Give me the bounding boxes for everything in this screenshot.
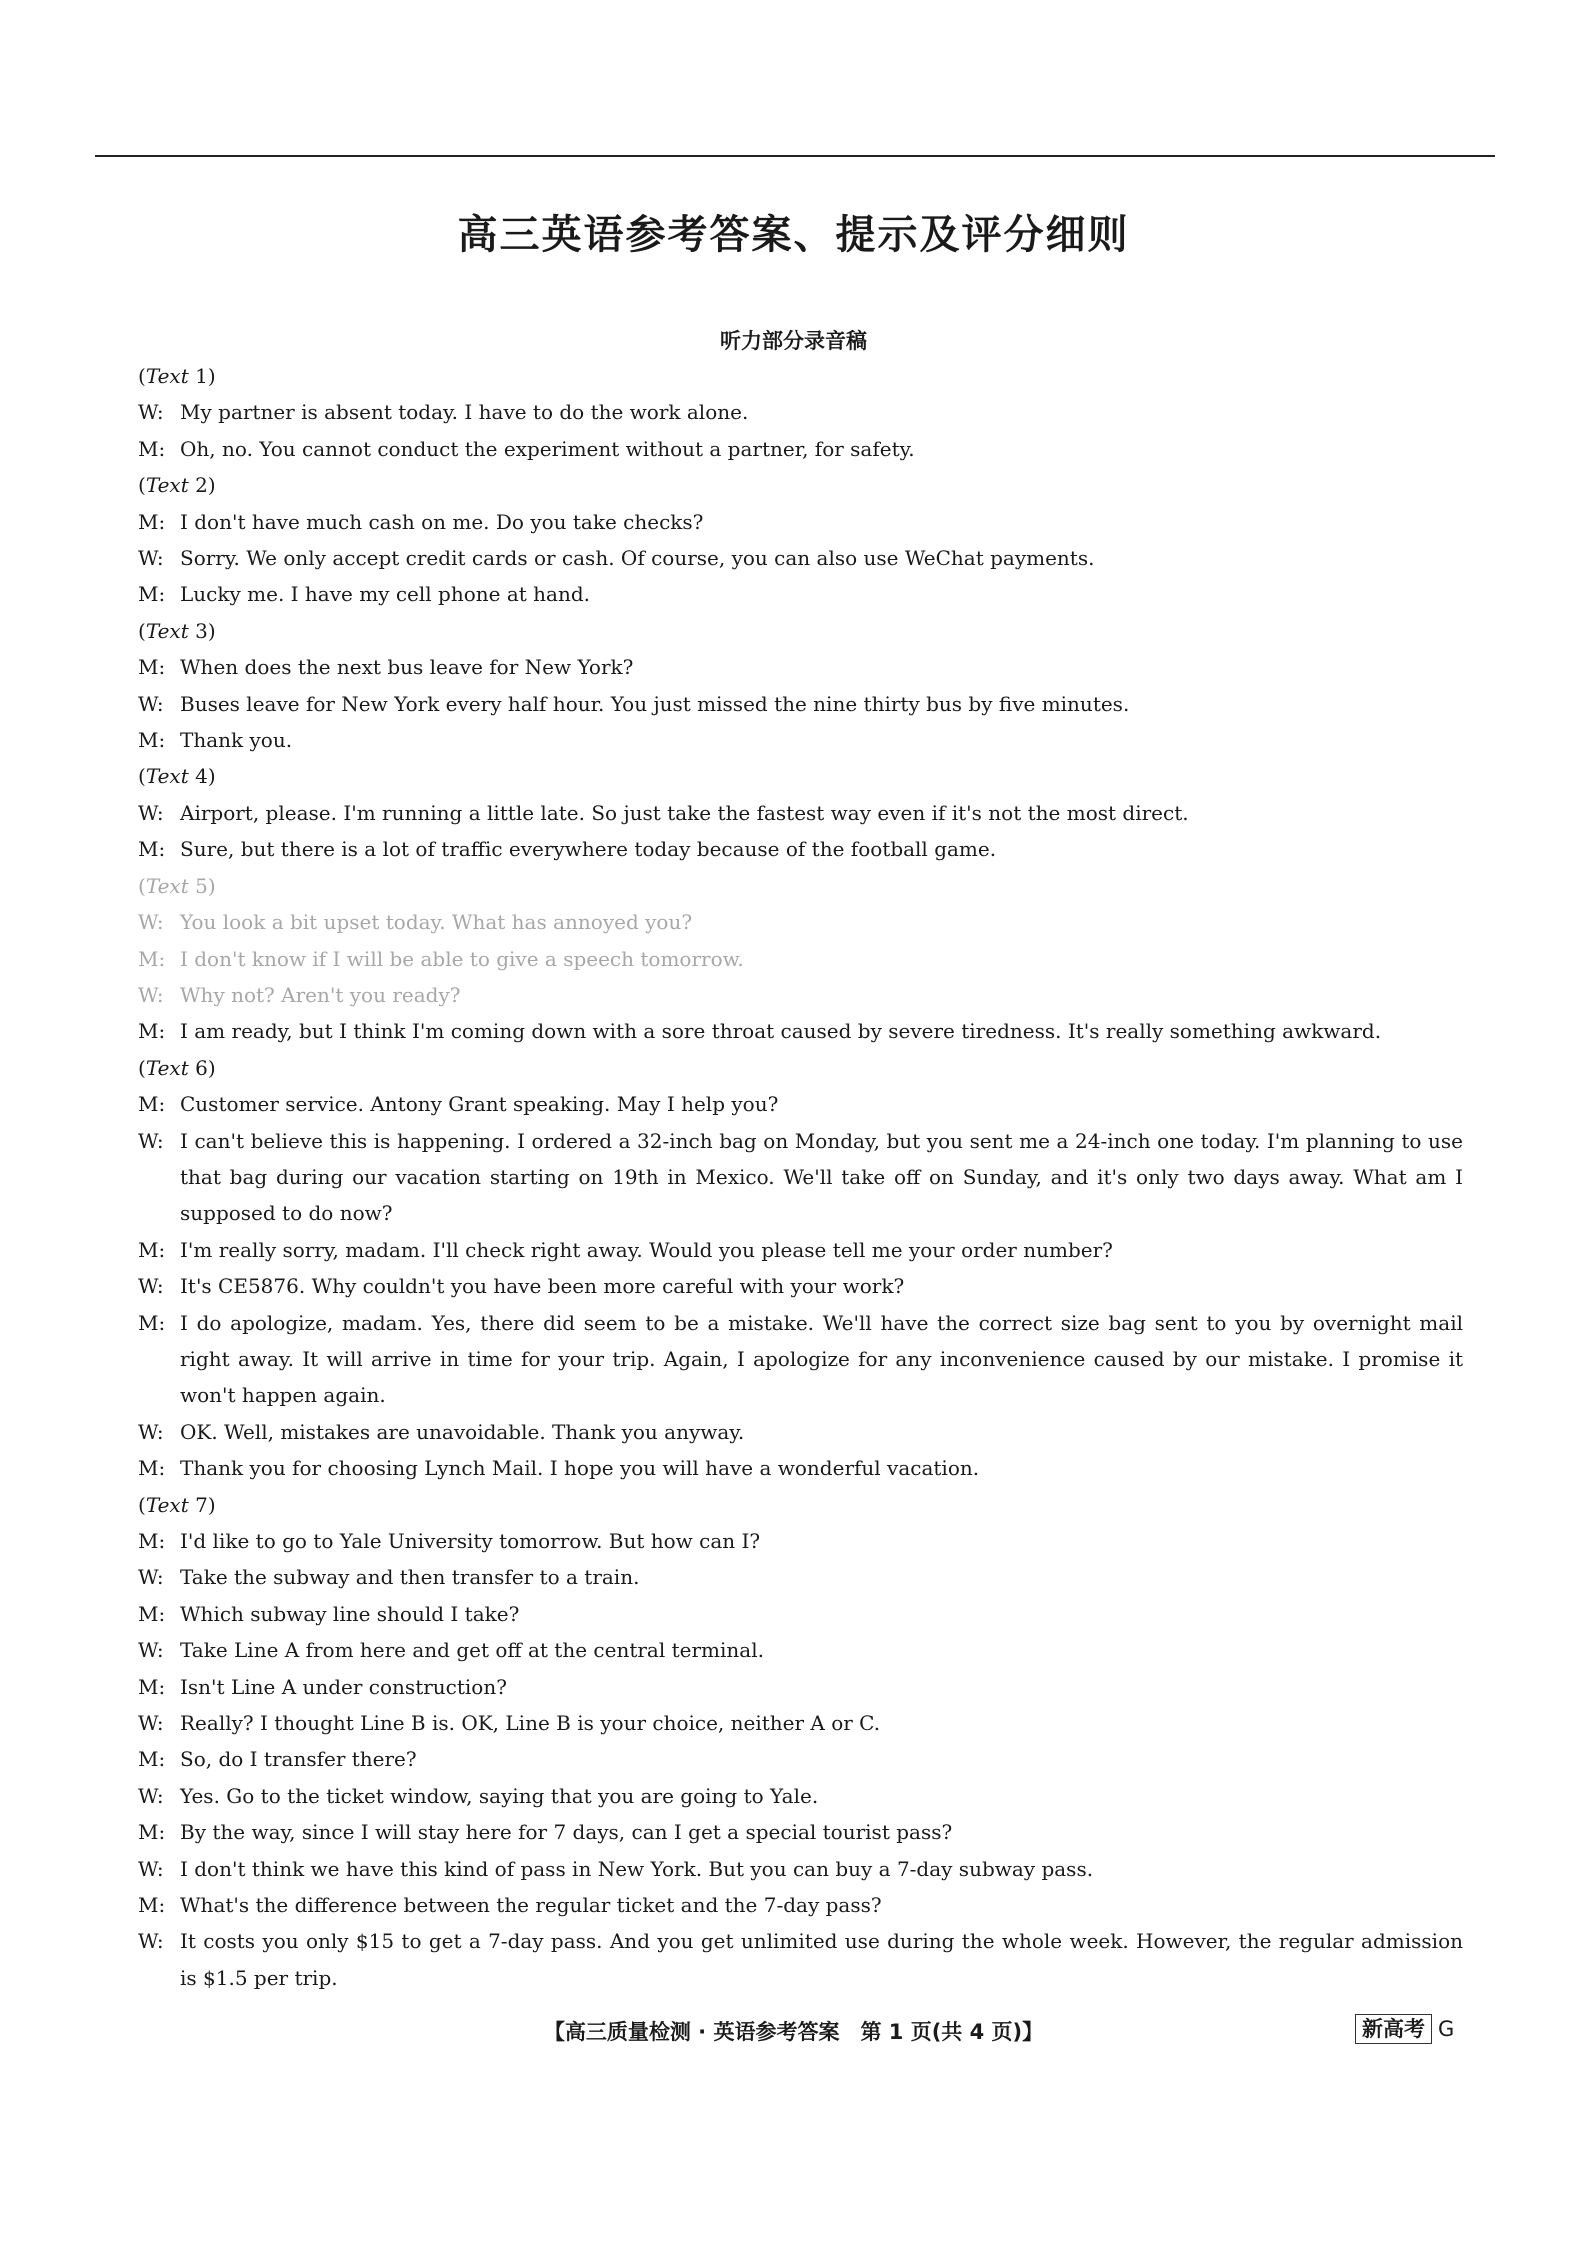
text-heading	[138, 467, 1463, 503]
text-heading-number: 3)	[188, 618, 216, 643]
dialogue-line	[138, 1559, 1463, 1595]
speaker-label: W:	[138, 691, 164, 716]
speaker-label: M:	[138, 1310, 166, 1335]
speaker-label: M:	[138, 1674, 166, 1699]
utterance-text: It's CE5876. Why couldn't you have been more careful with your work?	[180, 1274, 905, 1299]
speaker-label: M:	[138, 946, 166, 971]
dialogue-line	[138, 1123, 1463, 1232]
utterance-text: OK. Well, mistakes are unavoidable. Thank you anyway.	[180, 1419, 745, 1444]
dialogue-line	[138, 1086, 1463, 1122]
speaker-label: W:	[138, 1638, 164, 1663]
utterance-text: By the way, since I will stay here for 7 days, can I get a special tourist pass?	[180, 1820, 953, 1845]
text-heading-number: 4)	[188, 764, 216, 789]
text-heading-number: 2)	[188, 473, 216, 498]
utterance-text: I don't know if I will be able to give a speech tomorrow.	[180, 946, 744, 971]
utterance-text: I don't have much cash on me. Do you take checks?	[180, 509, 704, 534]
text-heading	[138, 758, 1463, 794]
utterance-text: I'd like to go to Yale University tomorrow. But how can I?	[180, 1529, 761, 1553]
utterance-text: When does the next bus leave for New York?	[180, 655, 634, 680]
dialogue-line	[138, 686, 1463, 722]
text-heading-label: Text	[145, 873, 189, 898]
text-heading-label: Text	[145, 364, 189, 388]
document-title: 高三英语参考答案、提示及评分细则	[457, 212, 1130, 258]
dialogue-line	[138, 1013, 1463, 1049]
dialogue-line	[138, 1814, 1463, 1850]
section-title: 听力部分录音稿	[720, 329, 867, 353]
dialogue-line	[138, 831, 1463, 867]
dialogue-line	[138, 1887, 1463, 1923]
text-heading	[138, 1487, 1463, 1523]
dialogue-line	[138, 1414, 1463, 1450]
dialogue-line	[138, 1632, 1463, 1668]
dialogue-line	[138, 1705, 1463, 1741]
dialogue-line	[138, 1523, 1463, 1559]
speaker-label: M:	[138, 1019, 166, 1044]
speaker-label: M:	[138, 1820, 166, 1845]
utterance-text: Sorry. We only accept credit cards or cash. Of course, you can also use WeChat payments.	[180, 546, 1095, 571]
speaker-label: W:	[138, 400, 164, 425]
dialogue-line	[138, 904, 1463, 940]
utterance-text: Why not? Aren't you ready?	[180, 982, 461, 1007]
speaker-label: W:	[138, 982, 164, 1007]
dialogue-line	[138, 977, 1463, 1013]
speaker-label: M:	[138, 1893, 166, 1918]
dialogue-line	[138, 1778, 1463, 1814]
utterance-text: I can't believe this is happening. I ordered a 32-inch bag on Monday, but you sent me a 24-inch one today. I'm planning to use that bag during our vacation starting on 19th in Mexico. We'll take off on Sunday, and it's only two days away. What am I supposed to do now?	[180, 1128, 1463, 1226]
speaker-label: M:	[138, 837, 166, 862]
text-heading	[138, 613, 1463, 649]
dialogue-line	[138, 431, 1463, 467]
dialogue-line	[138, 540, 1463, 576]
text-heading-number: 5)	[188, 873, 216, 898]
text-heading-number: 1)	[188, 364, 216, 388]
speaker-label: M:	[138, 728, 166, 753]
utterance-text: Customer service. Antony Grant speaking. May I help you?	[180, 1092, 779, 1117]
utterance-text: Take the subway and then transfer to a train.	[180, 1565, 640, 1590]
utterance-text: Take Line A from here and get off at the central terminal.	[180, 1638, 764, 1663]
utterance-text: Which subway line should I take?	[180, 1601, 520, 1626]
utterance-text: Lucky me. I have my cell phone at hand.	[180, 582, 590, 607]
dialogue-line	[138, 722, 1463, 758]
text-heading-open: (	[138, 473, 146, 498]
speaker-label: M:	[138, 509, 166, 534]
text-heading-open: (	[138, 1055, 146, 1080]
dialogue-line	[138, 1305, 1463, 1414]
dialogue-line	[138, 649, 1463, 685]
footer-page-info: 【高三质量检测 · 英语参考答案 第 1 页(共 4 页)】	[543, 2020, 1044, 2044]
speaker-label: M:	[138, 1456, 166, 1481]
text-heading-number: 7)	[188, 1492, 216, 1517]
speaker-label: W:	[138, 1274, 164, 1299]
text-heading	[138, 1050, 1463, 1086]
dialogue-line	[138, 576, 1463, 612]
footer-tag	[1355, 2014, 1454, 2044]
utterance-text: Buses leave for New York every half hour. You just missed the nine thirty bus by five minutes.	[180, 691, 1130, 716]
text-heading-open: (	[138, 1492, 146, 1517]
utterance-text: Oh, no. You cannot conduct the experiment without a partner, for safety.	[180, 436, 915, 461]
dialogue-line	[138, 1669, 1463, 1705]
utterance-text: Sure, but there is a lot of traffic everywhere today because of the football game.	[180, 837, 997, 862]
speaker-label: W:	[138, 1929, 164, 1954]
utterance-text: Airport, please. I'm running a little late. So just take the fastest way even if it's not the most direct.	[180, 800, 1189, 825]
utterance-text: I'm really sorry, madam. I'll check right away. Would you please tell me your order number?	[180, 1237, 1113, 1262]
text-heading	[138, 358, 1463, 394]
speaker-label: M:	[138, 655, 166, 680]
text-heading-label: Text	[145, 1492, 189, 1517]
text-heading-number: 6)	[188, 1055, 216, 1080]
utterance-text: My partner is absent today. I have to do the work alone.	[180, 400, 749, 425]
utterance-text: I don't think we have this kind of pass in New York. But you can buy a 7-day subway pass.	[180, 1856, 1094, 1881]
text-heading-label: Text	[145, 764, 189, 789]
speaker-label: W:	[138, 1419, 164, 1444]
speaker-label: M:	[138, 1237, 166, 1262]
speaker-label: M:	[138, 1747, 166, 1772]
utterance-text: Really? I thought Line B is. OK, Line B is your choice, neither A or C.	[180, 1711, 881, 1736]
speaker-label: W:	[138, 800, 164, 825]
utterance-text: Thank you.	[180, 728, 293, 753]
dialogue-line	[138, 941, 1463, 977]
utterance-text: I am ready, but I think I'm coming down with a sore throat caused by severe tiredness. It's really something awkward.	[180, 1019, 1382, 1044]
speaker-label: W:	[138, 910, 164, 935]
dialogue-line	[138, 1232, 1463, 1268]
dialogue-line	[138, 394, 1463, 430]
speaker-label: W:	[138, 1856, 164, 1881]
speaker-label: W:	[138, 546, 164, 571]
transcript	[138, 358, 1463, 1996]
speaker-label: M:	[138, 1092, 166, 1117]
footer-badge: 新高考	[1355, 2014, 1432, 2044]
text-heading-open: (	[138, 873, 146, 898]
utterance-text: Thank you for choosing Lynch Mail. I hope you will have a wonderful vacation.	[180, 1456, 980, 1481]
text-heading-open: (	[138, 764, 146, 789]
speaker-label: W:	[138, 1565, 164, 1590]
utterance-text: It costs you only $15 to get a 7-day pass. And you get unlimited use during the whole week. However, the regular admission is $1.5 per trip.	[180, 1929, 1463, 1990]
text-heading-label: Text	[145, 618, 189, 643]
speaker-label: M:	[138, 436, 166, 461]
top-rule	[95, 155, 1495, 157]
dialogue-line	[138, 795, 1463, 831]
speaker-label: W:	[138, 1783, 164, 1808]
text-heading-label: Text	[145, 473, 189, 498]
speaker-label: W:	[138, 1128, 164, 1153]
dialogue-line	[138, 1923, 1463, 1996]
footer-suffix: G	[1438, 2017, 1455, 2041]
dialogue-line	[138, 504, 1463, 540]
utterance-text: You look a bit upset today. What has annoyed you?	[180, 910, 693, 935]
speaker-label: M:	[138, 582, 166, 607]
utterance-text: What's the difference between the regular ticket and the 7-day pass?	[180, 1893, 882, 1918]
dialogue-line	[138, 1450, 1463, 1486]
text-heading	[138, 868, 1463, 904]
utterance-text: I do apologize, madam. Yes, there did seem to be a mistake. We'll have the correct size bag sent to you by overnight mail right away. It will arrive in time for your trip. Again, I apologize for any inconvenience caused by our mistake. I promise it won't happen again.	[180, 1310, 1463, 1408]
text-heading-open: (	[138, 618, 146, 643]
dialogue-line	[138, 1596, 1463, 1632]
speaker-label: M:	[138, 1529, 166, 1553]
text-heading-label: Text	[145, 1055, 189, 1080]
speaker-label: M:	[138, 1601, 166, 1626]
text-heading-open: (	[138, 364, 146, 388]
dialogue-line	[138, 1268, 1463, 1304]
utterance-text: Isn't Line A under construction?	[180, 1674, 507, 1699]
speaker-label: W:	[138, 1711, 164, 1736]
dialogue-line	[138, 1851, 1463, 1887]
utterance-text: So, do I transfer there?	[180, 1747, 417, 1772]
dialogue-line	[138, 1741, 1463, 1777]
utterance-text: Yes. Go to the ticket window, saying that you are going to Yale.	[180, 1783, 819, 1808]
